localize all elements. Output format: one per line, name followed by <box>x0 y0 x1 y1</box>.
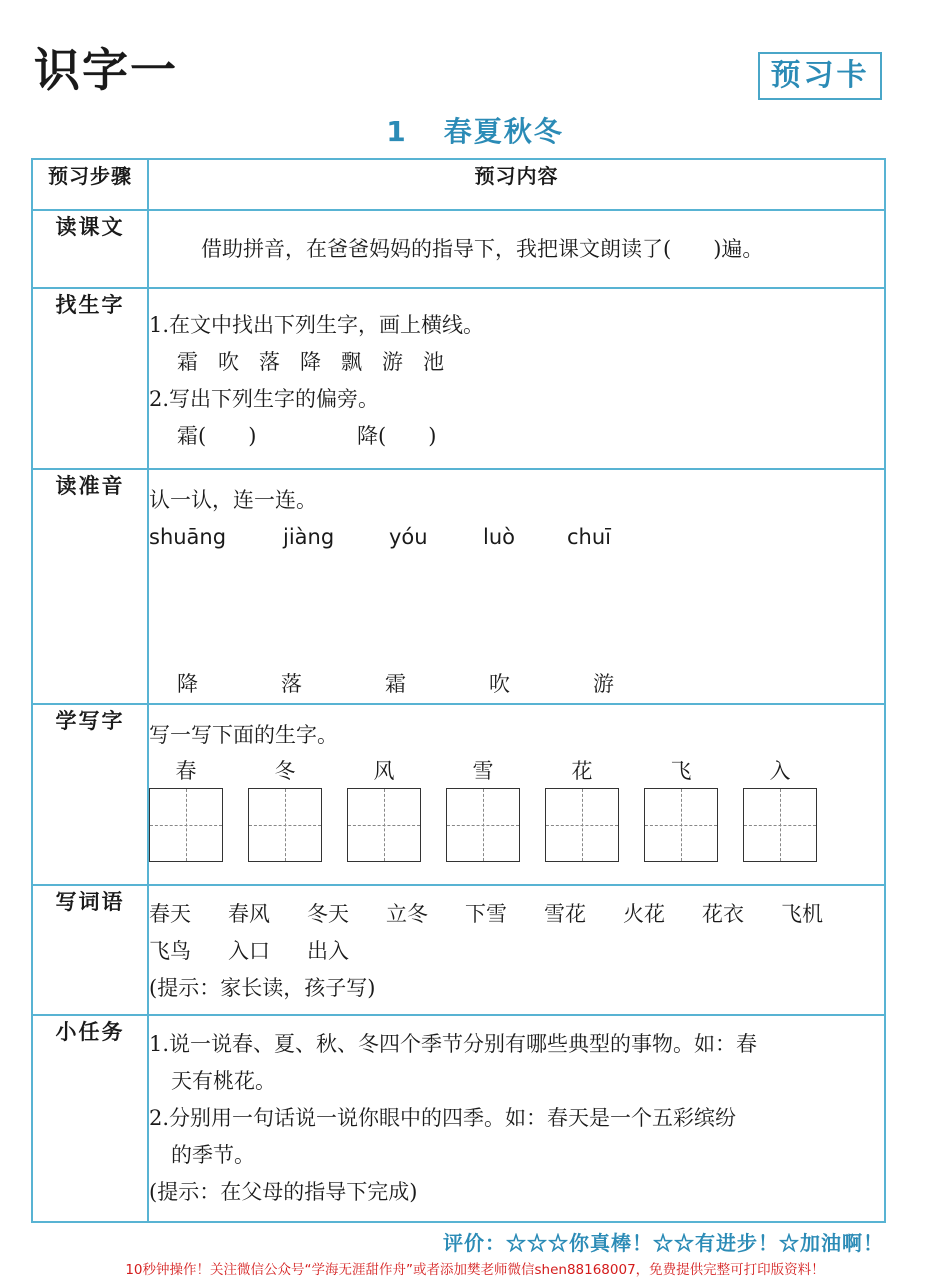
pinyin-item: chuī <box>567 525 611 549</box>
task-2-line-1: 2.分别用一句话说一说你眼中的四季。如：春天是一个五彩缤纷 <box>149 1106 737 1130</box>
lesson-title <box>0 110 950 150</box>
step-write-words: 写词语 <box>32 885 148 1015</box>
writing-grid-row <box>149 754 884 862</box>
writing-grid-box[interactable] <box>545 788 619 862</box>
small-task-hint: (提示：在父母的指导下完成) <box>149 1180 418 1204</box>
preview-card-badge: 预习卡 <box>758 52 882 100</box>
word-item: 春风 <box>228 902 270 926</box>
word-item: 冬天 <box>307 902 349 926</box>
word-item: 入口 <box>228 939 270 963</box>
pinyin-item: jiàng <box>283 525 335 549</box>
char-item: 降 <box>300 350 341 374</box>
sound-chars-row <box>149 666 884 703</box>
word-item: 雪花 <box>544 902 586 926</box>
footer-promo: 10秒钟操作！关注微信公众号“学海无涯甜作舟”或者添加樊老师微信shen88168007，免费提供完整可打印版资料！ <box>125 1262 825 1278</box>
word-item: 火花 <box>623 902 665 926</box>
radical-blank-item: 降( ) <box>357 424 437 448</box>
words-row-2 <box>149 933 884 970</box>
lesson-number: 1 <box>386 115 408 148</box>
grid-char-label: 风 <box>373 759 395 783</box>
word-item: 飞机 <box>781 902 823 926</box>
char-item: 游 <box>382 350 423 374</box>
step-small-task: 小任务 <box>32 1015 148 1222</box>
grid-char-label: 飞 <box>670 759 692 783</box>
pinyin-item: luò <box>483 525 515 549</box>
writing-grid-box[interactable] <box>743 788 817 862</box>
sound-char-item: 吹 <box>489 672 510 696</box>
lesson-name: 春夏秋冬 <box>443 115 564 148</box>
find-chars-list <box>149 344 884 381</box>
write-words-hint: (提示：家长读，孩子写) <box>149 976 376 1000</box>
preview-table <box>31 158 886 1223</box>
grid-char-label: 入 <box>769 759 791 783</box>
task-1-line-1: 1.说一说春、夏、秋、冬四个季节分别有哪些典型的事物。如：春 <box>149 1032 758 1056</box>
sound-char-item: 游 <box>593 672 614 696</box>
char-item: 飘 <box>341 350 382 374</box>
pinyin-item: shuāng <box>149 525 227 549</box>
char-item: 霜 <box>177 350 218 374</box>
word-item: 花衣 <box>702 902 744 926</box>
sound-char-item: 霜 <box>385 672 406 696</box>
grid-char-label: 花 <box>571 759 593 783</box>
header-step: 预习步骤 <box>32 159 148 210</box>
pinyin-row <box>149 519 884 556</box>
radical-blank-item: 霜( ) <box>177 424 257 448</box>
grid-char-label: 冬 <box>274 759 296 783</box>
grid-char-label: 春 <box>175 759 197 783</box>
task-2-line-2: 的季节。 <box>171 1143 255 1167</box>
pinyin-item: yóu <box>389 525 428 549</box>
find-chars-q1: 1.在文中找出下列生字，画上横线。 <box>149 313 485 337</box>
radical-blanks <box>149 418 884 455</box>
rating-line: 评价：☆☆☆你真棒！☆☆有进步！☆加油啊！ <box>443 1231 884 1255</box>
word-item: 出入 <box>307 939 349 963</box>
writing-grid-box[interactable] <box>644 788 718 862</box>
word-item: 飞鸟 <box>149 939 191 963</box>
writing-grid-box[interactable] <box>446 788 520 862</box>
char-item: 吹 <box>218 350 259 374</box>
unit-title: 识字一 <box>34 43 178 97</box>
find-chars-q2: 2.写出下列生字的偏旁。 <box>149 387 380 411</box>
task-1-line-2: 天有桃花。 <box>171 1069 276 1093</box>
sound-char-item: 降 <box>177 672 198 696</box>
read-text-sentence: 借助拼音，在爸爸妈妈的指导下，我把课文朗读了( )遍。 <box>201 236 764 261</box>
step-read-sounds: 读准音 <box>32 469 148 704</box>
step-find-chars: 找生字 <box>32 288 148 469</box>
grid-char-label: 雪 <box>472 759 494 783</box>
words-row-1 <box>149 896 884 933</box>
step-read-text: 读课文 <box>32 210 148 288</box>
sound-char-item: 落 <box>281 672 302 696</box>
word-item: 立冬 <box>386 902 428 926</box>
step-write-chars: 学写字 <box>32 704 148 885</box>
char-item: 落 <box>259 350 300 374</box>
writing-grid-box[interactable] <box>149 788 223 862</box>
write-chars-instruction: 写一写下面的生字。 <box>149 723 338 747</box>
char-item: 池 <box>423 350 464 374</box>
writing-grid-box[interactable] <box>248 788 322 862</box>
read-sounds-instruction: 认一认，连一连。 <box>149 488 317 512</box>
word-item: 春天 <box>149 902 191 926</box>
header-content: 预习内容 <box>148 159 885 210</box>
word-item: 下雪 <box>465 902 507 926</box>
writing-grid-box[interactable] <box>347 788 421 862</box>
